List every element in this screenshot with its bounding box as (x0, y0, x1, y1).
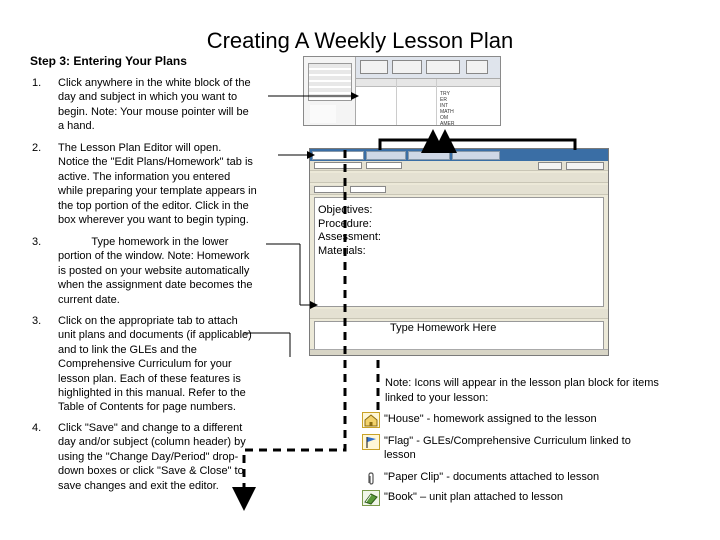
note-line: Note: Icons will appear in the lesson plan block for items (385, 377, 659, 389)
paperclip-icon (362, 470, 380, 486)
legend-text (384, 434, 704, 463)
step-line: a hand. (58, 120, 95, 133)
homework-placeholder: Type Homework Here (390, 322, 497, 334)
legend-line: lesson (384, 449, 416, 462)
template-line: Objectives: (318, 204, 373, 216)
step-line: while preparing your template appears in (58, 185, 257, 198)
step-number: 2. (32, 142, 42, 154)
step-number: 1. (32, 77, 42, 89)
step-line: active. The information you entered (58, 170, 231, 183)
step-number: 4. (32, 422, 42, 434)
legend-text: "House" - homework assigned to the lesson (384, 413, 597, 425)
step-line: Table of Contents for page numbers. (58, 401, 236, 414)
step-line: highlighted in this manual. Refer to the (58, 387, 246, 400)
step-line: is posted on your website automatically (58, 264, 250, 277)
subject-label: OM (440, 115, 449, 121)
step-line: and to link the GLEs and the (58, 343, 197, 356)
legend-text: "Book" – unit plan attached to lesson (384, 491, 564, 503)
step-line: Type homework in the lower (58, 236, 229, 248)
step-line: using the "Change Day/Period" drop- (58, 450, 239, 463)
step-line: begin. Note: Your mouse pointer will be (58, 105, 249, 118)
step-line: The Lesson Plan Editor will open. (58, 142, 222, 154)
template-line: Assessment: (318, 231, 381, 243)
step-line: current date. (58, 293, 120, 306)
step-line: Comprehensive Curriculum for your (58, 358, 232, 371)
legend-text: "Paper Clip" - documents attached to lesson (384, 471, 600, 483)
step-line: save changes and exit the editor. (58, 479, 219, 492)
step-line: box wherever you want to begin typing. (58, 214, 249, 227)
step-line: Click on the appropriate tab to attach (58, 315, 238, 327)
step-line: Click "Save" and change to a different (58, 422, 243, 434)
note-line: linked to your lesson: (385, 391, 489, 404)
step-heading: Step 3: Entering Your Plans (30, 54, 187, 68)
subject-label: AMER (440, 121, 455, 126)
step-line: unit plans and documents (if applicable) (58, 329, 252, 342)
page-title: Creating A Weekly Lesson Plan (206, 28, 514, 53)
step-line: Click anywhere in the white block of the (58, 77, 251, 89)
house-icon (362, 412, 380, 428)
legend-line: "Flag" - GLEs/Comprehensive Curriculum linked to (384, 435, 631, 447)
subject-label: ER (440, 97, 447, 103)
step-number: 3. (32, 315, 42, 327)
dashed-line-step4 (244, 150, 345, 505)
step-line: portion of the window. Note: Homework (58, 250, 250, 263)
book-icon (362, 490, 380, 506)
arrow-tabs-right (445, 135, 575, 150)
step-line: day and subject in which you want to (58, 91, 238, 104)
step-line: day and/or subject (column header) by (58, 436, 246, 449)
subject-label: TRY (440, 91, 450, 97)
arrow-tabs-left (380, 135, 433, 150)
icons-note (385, 376, 705, 405)
step-line: down boxes or click "Save & Close" to (58, 465, 244, 478)
subject-label: INT (440, 103, 449, 109)
step-line: lesson plan. Each of these features is (58, 372, 241, 385)
subject-label: MATH (440, 109, 454, 115)
template-line: Procedure: (318, 217, 372, 230)
step-line: when the assignment date becomes the (58, 279, 253, 292)
step-number: 3. (32, 236, 42, 248)
flag-icon (362, 434, 380, 450)
step-line: Notice the "Edit Plans/Homework" tab is (58, 156, 253, 169)
step-line: the top portion of the editor. Click in the (58, 199, 249, 212)
template-line: Materials: (318, 244, 366, 257)
